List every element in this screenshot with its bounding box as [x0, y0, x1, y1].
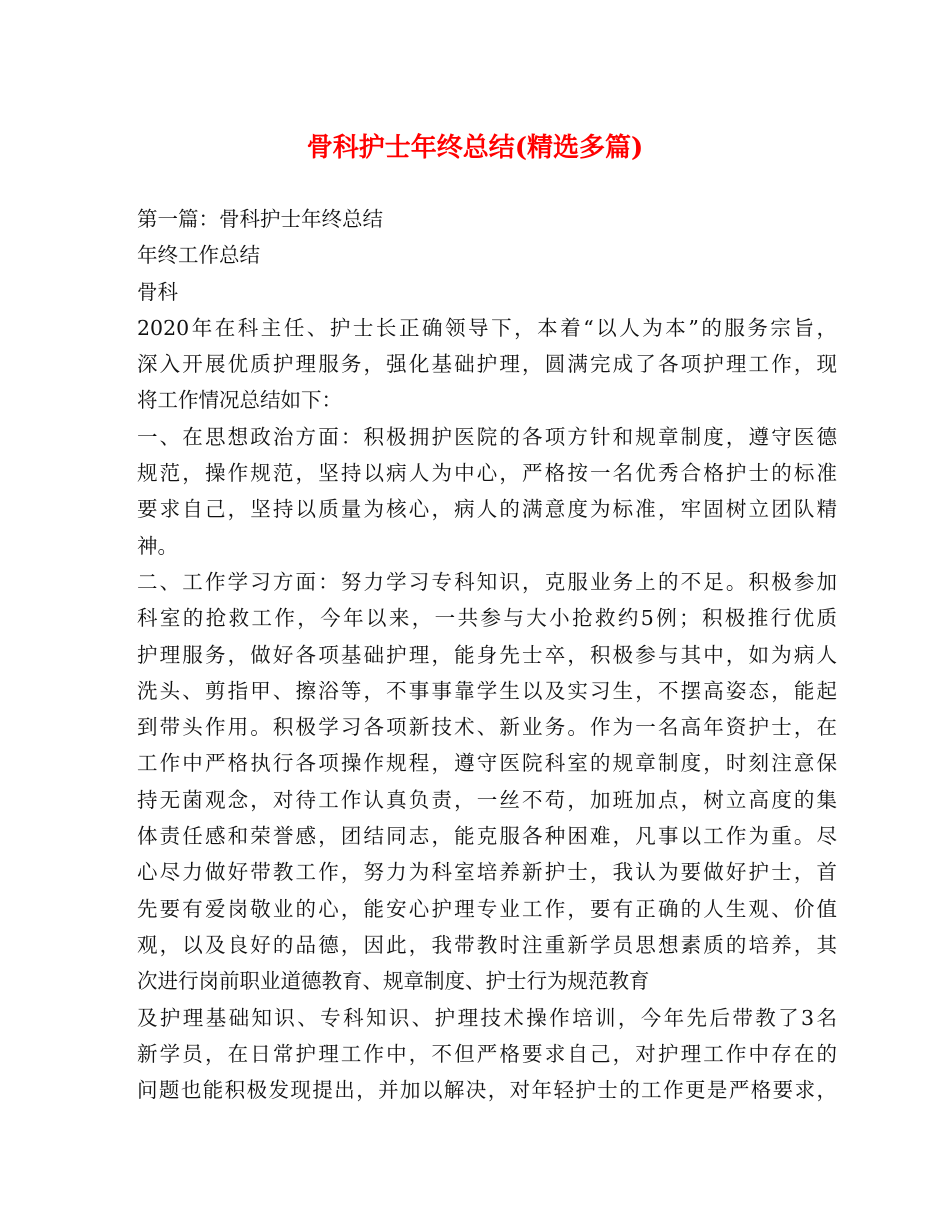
body-line: 体责任感和荣誉感，团结同志，能克服各种困难，凡事以工作为重。尽	[137, 824, 837, 849]
body-line: 第一篇：骨科护士年终总结	[137, 207, 383, 231]
body-line: 神。	[137, 533, 178, 558]
body-line: 深入开展优质护理服务，强化基础护理，圆满完成了各项护理工作，现	[137, 352, 837, 377]
document-title: 骨科护士年终总结(精选多篇)	[306, 133, 644, 163]
body-line: 次进行岗前职业道德教育、规章制度、护士行为规范教育	[137, 969, 650, 994]
body-line: 2020年在科主任、护士长正确领导下，本着“以人为本”的服务宗旨，	[137, 315, 837, 340]
body-line: 科室的抢救工作，今年以来，一共参与大小抢救约5例；积极推行优质	[137, 606, 837, 631]
body-line: 洗头、剪指甲、擦浴等，不事事靠学生以及实习生，不摆高姿态，能起	[137, 678, 837, 703]
body-line: 观，以及良好的品德，因此，我带教时注重新学员思想素质的培养，其	[137, 932, 837, 957]
document-body	[137, 201, 837, 1108]
body-line: 问题也能积极发现提出，并加以解决，对年轻护士的工作更是严格要求，	[137, 1078, 837, 1103]
body-line: 规范，操作规范，坚持以病人为中心，严格按一名优秀合格护士的标准	[137, 461, 837, 486]
body-line: 到带头作用。积极学习各项新技术、新业务。作为一名高年资护士，在	[137, 715, 837, 740]
body-line: 年终工作总结	[137, 243, 260, 268]
body-line: 将工作情况总结如下：	[137, 388, 342, 413]
body-line: 骨科	[137, 279, 178, 304]
body-line: 持无菌观念，对待工作认真负责，一丝不苟，加班加点，树立高度的集	[137, 787, 837, 812]
body-line: 先要有爱岗敬业的心，能安心护理专业工作，要有正确的人生观、价值	[137, 896, 837, 921]
body-line: 要求自己，坚持以质量为核心，病人的满意度为标准，牢固树立团队精	[137, 497, 837, 522]
body-line: 护理服务，做好各项基础护理，能身先士卒，积极参与其中，如为病人	[137, 642, 837, 667]
body-line: 及护理基础知识、专科知识、护理技术操作培训，今年先后带教了3名	[137, 1005, 837, 1030]
body-line: 工作中严格执行各项操作规程，遵守医院科室的规章制度，时刻注意保	[137, 751, 837, 776]
body-line: 一、在思想政治方面：积极拥护医院的各项方针和规章制度，遵守医德	[137, 424, 837, 449]
body-line: 新学员，在日常护理工作中，不但严格要求自己，对护理工作中存在的	[137, 1041, 837, 1066]
body-line: 二、工作学习方面：努力学习专科知识，克服业务上的不足。积极参加	[137, 569, 837, 594]
body-line: 心尽力做好带教工作，努力为科室培养新护士，我认为要做好护士，首	[137, 860, 837, 885]
